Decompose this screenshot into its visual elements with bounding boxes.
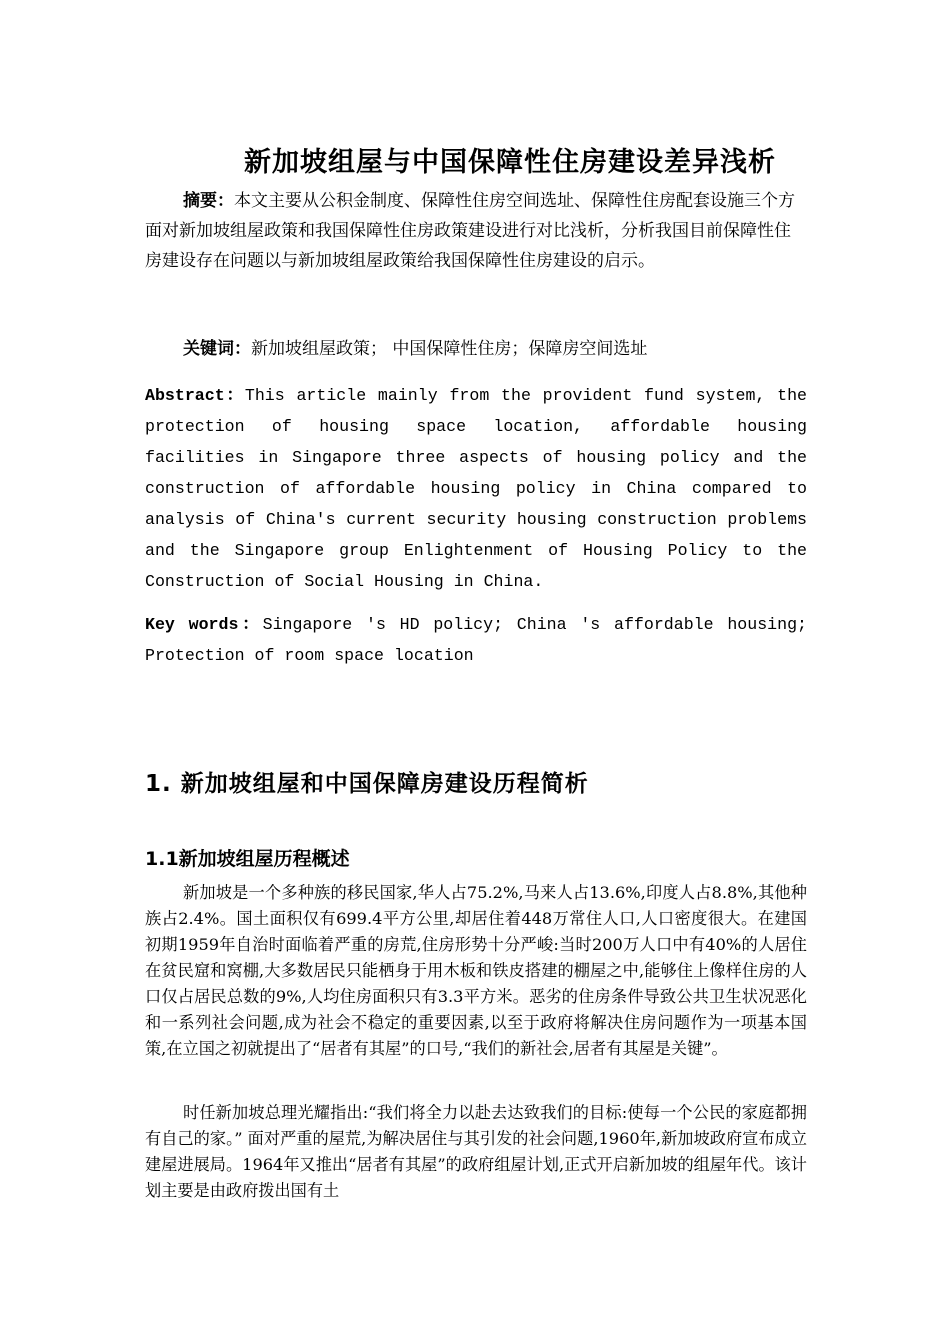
section-1-1-paragraph-1: 新加坡是一个多种族的移民国家,华人占75.2%,马来人占13.6%,印度人占8.8%,其他种族占2.4%。国土面积仅有699.4平方公里,却居住着448万常住人口,人口密度很大。在建国初期1959年自治时面临着严重的房荒,住房形势十分严峻:当时200万人口中有40%的人居住在贫民窟和窝棚,大多数居民只能栖身于用木板和铁皮搭建的棚屋之中,能够住上像样住房的人口仅占居民总数的9%,人均住房面积只有3.3平方米。恶劣的住房条件导致公共卫生状况恶化和一系列社会问题,成为社会不稳定的重要因素,以至于政府将解决住房问题作为一项基本国策,在立国之初就提出了“居者有其屋”的口号,“我们的新社会,居者有其屋是关键”。 bbox=[145, 883, 807, 1058]
abstract-en bbox=[145, 380, 807, 597]
keywords-cn bbox=[145, 334, 805, 364]
abstract-cn-text: 本文主要从公积金制度、保障性住房空间选址、保障性住房配套设施三个方面对新加坡组屋政策和我国保障性住房政策建设进行对比浅析，分析我国目前保障性住房建设存在问题以与新加坡组屋政策给我国保障性住房建设的启示。 bbox=[145, 191, 795, 271]
keywords-cn-label: 关键词： bbox=[183, 339, 251, 359]
document-title: 新加坡组屋与中国保障性住房建设差异浅析 bbox=[244, 147, 776, 178]
abstract-en-text: This article mainly from the provident fund system, the protection of housing space location, affordable housing facilities in Singapore three aspects of housing policy and the construction of affordable housing policy in China compared to analysis of China's current security housing construction problems and the Singapore group Enlightenment of Housing Policy to the Construction of Social Housing in China. bbox=[145, 386, 807, 591]
keywords-en bbox=[145, 609, 807, 671]
keywords-en-label: Key words： bbox=[145, 615, 263, 634]
section-1-1-paragraph-2: 时任新加坡总理光耀指出:“我们将全力以赴去达致我们的目标:使每一个公民的家庭都拥有自己的家。” 面对严重的屋荒,为解决居住与其引发的社会问题,1960年,新加坡政府宣布成立建屋进展局。1964年又推出“居者有其屋”的政府组屋计划,正式开启新加坡的组屋年代。该计划主要是由政府拨出国有土 bbox=[145, 1103, 807, 1200]
keywords-cn-text: 新加坡组屋政策； 中国保障性住房；保障房空间选址 bbox=[251, 339, 648, 359]
abstract-cn-label: 摘要： bbox=[183, 191, 234, 211]
section-1-heading: 1. 新加坡组屋和中国保障房建设历程简析 bbox=[145, 771, 589, 797]
abstract-en-label: Abstract： bbox=[145, 386, 245, 405]
section-1-1-heading: 1.1新加坡组屋历程概述 bbox=[145, 848, 350, 870]
abstract-cn bbox=[145, 186, 805, 276]
keywords-en-text: Singapore 's HD policy; China 's affordable housing; Protection of room space location bbox=[145, 615, 807, 665]
